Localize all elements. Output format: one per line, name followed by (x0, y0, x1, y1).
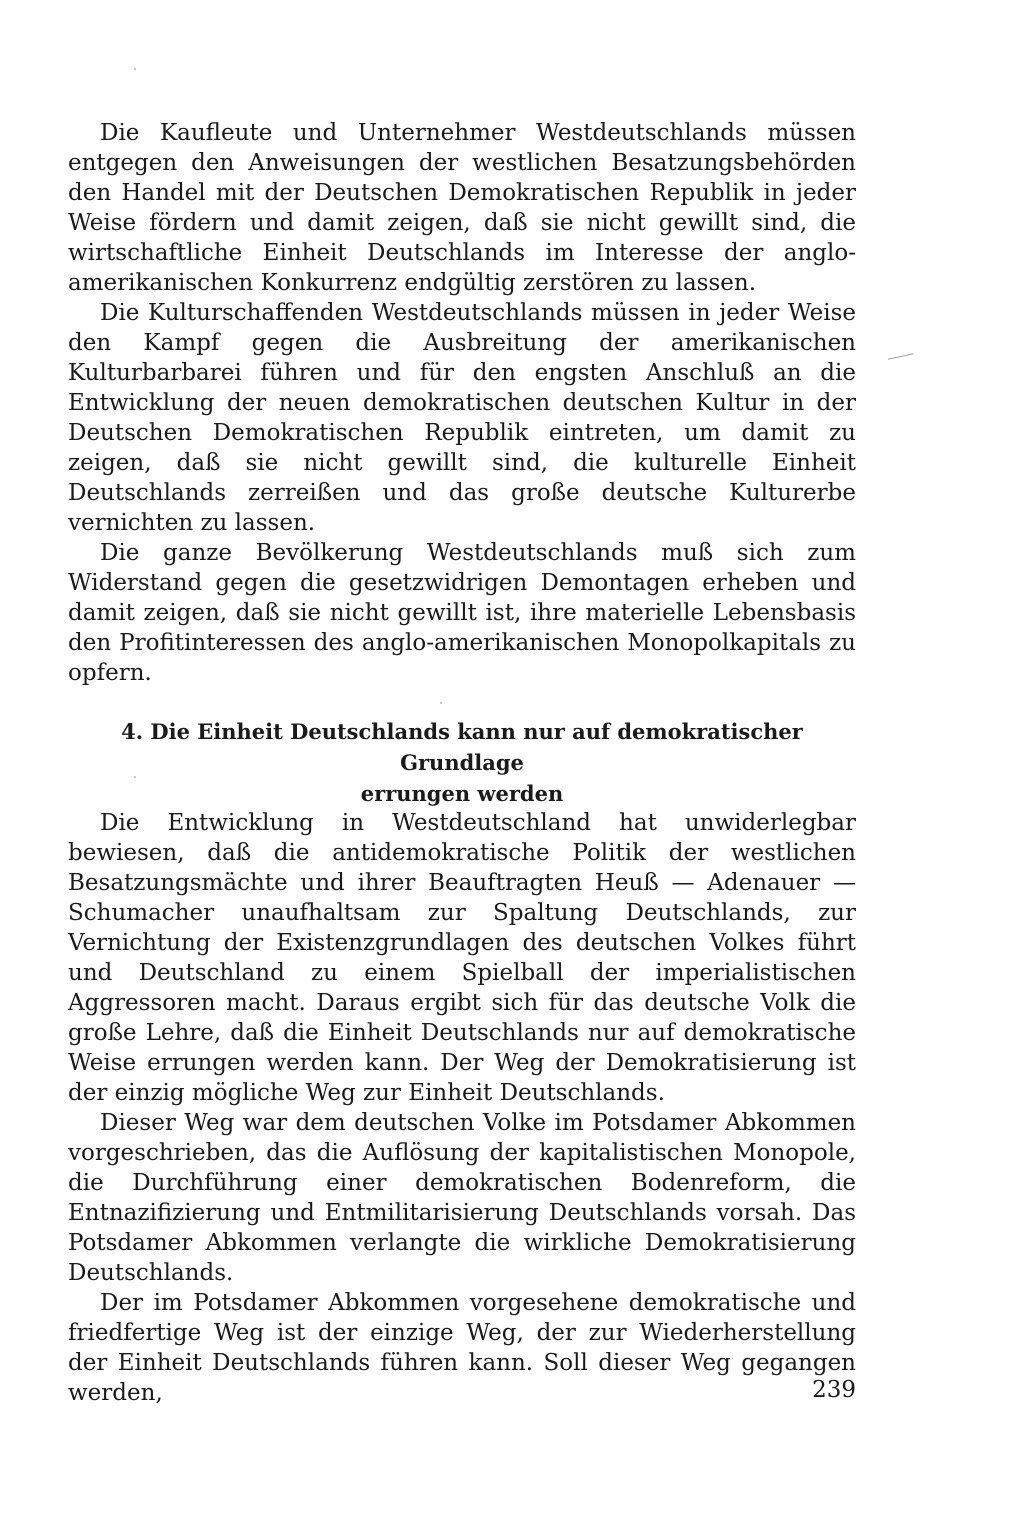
section-heading (68, 716, 856, 809)
top-text-section (68, 118, 856, 688)
paper-speck (134, 68, 136, 70)
paragraph-development: Die Entwicklung in Westdeutschland hat unwiderlegbar bewiesen, daß die antidemokratische Politik der westlichen Besatzungsmächte und ihrer Beauftragten Heuß — Adenauer — Schumacher unaufhaltsam zur Spaltung Deutschlands, zur Vernichtung der Existenzgrundlagen des deutschen Volkes führt und Deutschland zu einem Spielball der imperialistischen Aggressoren macht. Daraus ergibt sich für das deutsche Volk die große Lehre, daß die Einheit Deutschlands nur auf demokratische Weise errungen werden kann. Der Weg der Demokratisierung ist der einzig mögliche Weg zur Einheit Deutschlands. (68, 810, 856, 1106)
section-heading-line-1: 4. Die Einheit Deutschlands kann nur auf demokratischer Grundlage (121, 719, 803, 775)
paragraph-merchants: Die Kaufleute und Unternehmer Westdeutschlands müssen entgegen den Anweisungen der westlichen Besatzungsbehörden den Handel mit der Deutschen Demokratischen Republik in jeder Weise fördern und damit zeigen, daß sie nicht gewillt sind, die wirtschaftliche Einheit Deutschlands im Interesse der anglo-amerikanischen Konkurrenz endgültig zerstören zu lassen. (68, 120, 856, 296)
section-heading-line-2: errungen werden (360, 781, 564, 806)
paragraph-culture: Die Kulturschaffenden Westdeutschlands müssen in jeder Weise den Kampf gegen die Ausbreitung der amerikanischen Kulturbarbarei führen und für den engsten Anschluß an die Entwicklung der neuen demokratischen deutschen Kultur in der Deutschen Demokratischen Republik eintreten, um damit zu zeigen, daß sie nicht gewillt sind, die kulturelle Einheit Deutschlands zerreißen und das große deutsche Kulturerbe vernichten zu lassen. (68, 300, 856, 536)
paragraph-peaceful-way: Der im Potsdamer Abkommen vorgesehene demokratische und friedfertige Weg ist der einzige Weg, der zur Wiederherstellung der Einheit Deutschlands führen kann. Soll dieser Weg gegangen werden, (68, 1290, 856, 1406)
paragraph-population: Die ganze Bevölkerung Westdeutschlands muß sich zum Widerstand gegen die gesetzwidrigen Demontagen erheben und damit zeigen, daß sie nicht gewillt ist, ihre materielle Lebensbasis den Profitinteressen des anglo-amerikanischen Monopolkapitals zu opfern. (68, 540, 856, 686)
page-number: 239 (812, 1377, 856, 1403)
margin-pencil-mark (888, 353, 914, 361)
paper-speck (440, 702, 442, 704)
bottom-text-section (68, 808, 856, 1408)
paragraph-potsdam: Dieser Weg war dem deutschen Volke im Potsdamer Abkommen vorgeschrieben, das die Auflösung der kapitalistischen Monopole, die Durchführung einer demokratischen Bodenreform, die Entnazifizierung und Entmilitarisierung Deutschlands vorsah. Das Potsdamer Abkommen verlangte die wirkliche Demokratisierung Deutschlands. (68, 1110, 856, 1286)
